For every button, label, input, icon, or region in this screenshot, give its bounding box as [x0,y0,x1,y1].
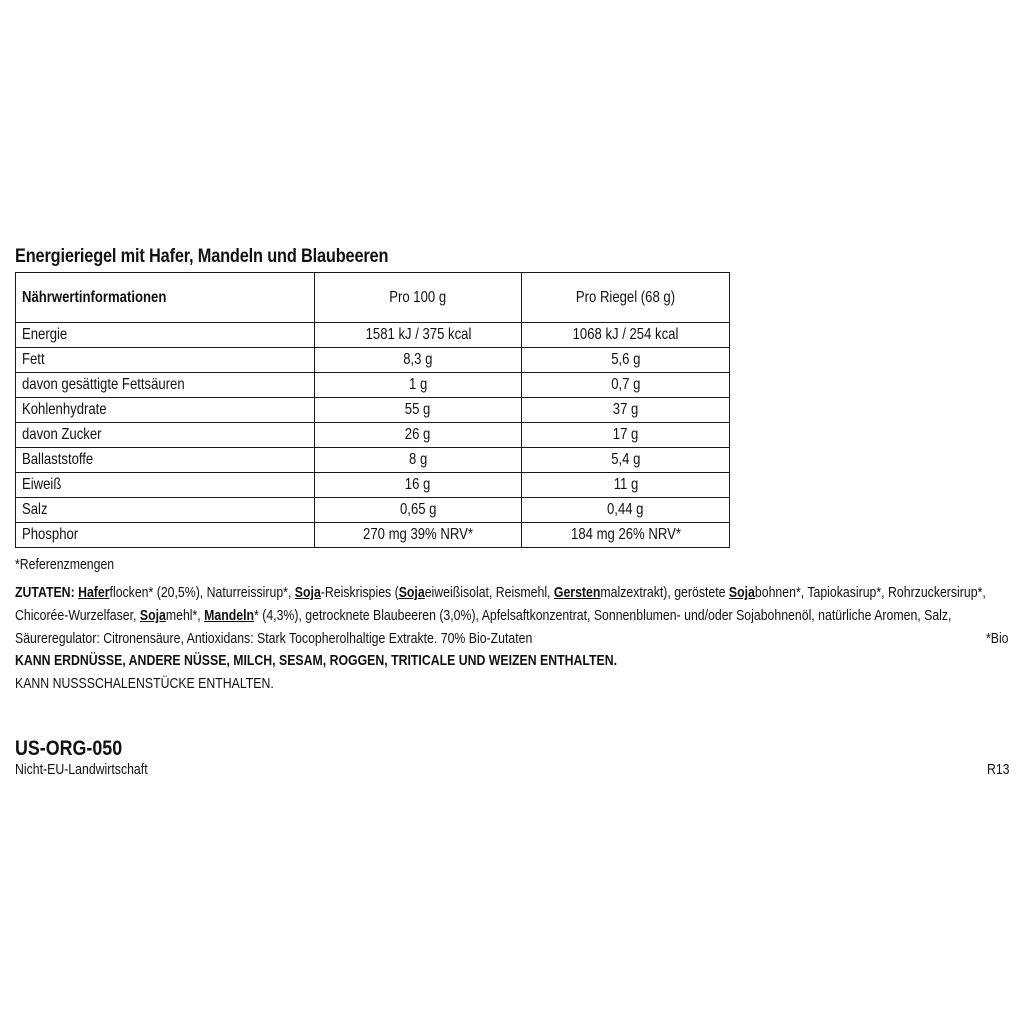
value-per-100g: 1581 kJ / 375 kcal [315,323,522,348]
nutrition-table [15,272,730,548]
ingredients-line-1: ZUTATEN: Haferflocken* (20,5%), Naturreissirup*, Soja-Reiskrispies (Sojaeiweißisolat, Reismehl, Gerstenmalzextrakt), geröstete Sojabohnen*, Tapiokasirup*, Rohrzuckersirup*, [15,584,986,601]
table-row [16,398,730,423]
value-per-bar: 17 g [522,423,730,448]
value-per-100g: 0,65 g [315,498,522,523]
nutrient-label: Ballaststoffe [16,448,315,473]
value-per-bar: 5,4 g [522,448,730,473]
ingredients-block [15,581,1015,650]
value-per-bar: 0,7 g [522,373,730,398]
value-per-bar: 0,44 g [522,498,730,523]
nutrition-rows [16,323,730,548]
reference-code: R13 [987,761,1010,778]
table-row [16,423,730,448]
value-per-100g: 8,3 g [315,348,522,373]
product-title: Energieriegel mit Hafer, Mandeln und Blaubeeren [15,246,389,267]
allergen-warning: KANN ERDNÜSSE, ANDERE NÜSSE, MILCH, SESAM, ROGGEN, TRITICALE UND WEIZEN ENTHALTEN. [15,652,618,669]
organic-code: US-ORG-050 [15,737,123,760]
value-per-bar: 184 mg 26% NRV* [522,523,730,548]
table-row [16,498,730,523]
value-per-100g: 16 g [315,473,522,498]
value-per-100g: 1 g [315,373,522,398]
table-row [16,473,730,498]
table-row [16,373,730,398]
table-row [16,448,730,473]
value-per-100g: 55 g [315,398,522,423]
allergen-soja: Soja [294,584,321,601]
nutrient-label: Eiweiß [16,473,315,498]
nutrient-label: Phosphor [16,523,315,548]
nutrient-label: Fett [16,348,315,373]
table-row [16,348,730,373]
shell-warning: KANN NUSSSCHALENSTÜCKE ENTHALTEN. [15,675,274,692]
table-row [16,323,730,348]
header-nutrition-info: Nährwertinformationen [16,273,315,323]
value-per-bar: 5,6 g [522,348,730,373]
value-per-100g: 26 g [315,423,522,448]
nutrient-label: Kohlenhydrate [16,398,315,423]
reference-note: *Referenzmengen [15,556,115,573]
allergen-mandeln: Mandeln [204,607,255,624]
nutrient-label: davon gesättigte Fettsäuren [16,373,315,398]
allergen-soja: Soja [139,607,166,624]
value-per-100g: 270 mg 39% NRV* [315,523,522,548]
ingredients-label: ZUTATEN: [15,584,75,601]
header-per-bar: Pro Riegel (68 g) [522,273,730,323]
ingredients-line-2: Chicorée-Wurzelfaser, Sojamehl*, Mandeln* (4,3%), getrocknete Blaubeeren (3,0%), Apfelsaftkonzentrat, Sonnenblumen- und/oder Sojabohnenöl, natürliche Aromen, Salz, [15,607,952,624]
table-header-row [16,273,730,323]
nutrient-label: Energie [16,323,315,348]
value-per-100g: 8 g [315,448,522,473]
header-per-100g: Pro 100 g [315,273,522,323]
allergen-soja: Soja [398,584,425,601]
nutrient-label: Salz [16,498,315,523]
table-row [16,523,730,548]
bio-note: *Bio [986,630,1009,647]
value-per-bar: 1068 kJ / 254 kcal [522,323,730,348]
value-per-bar: 37 g [522,398,730,423]
nutrient-label: davon Zucker [16,423,315,448]
allergen-gersten: Gersten [553,584,601,601]
allergen-hafer: Hafer [78,584,110,601]
value-per-bar: 11 g [522,473,730,498]
allergen-soja: Soja [728,584,755,601]
ingredients-line-3: Säureregulator: Citronensäure, Antioxidans: Stark Tocopherolhaltige Extrakte. 70% Bio-Zutaten *Bio [15,627,1015,650]
agriculture-origin: Nicht-EU-Landwirtschaft [15,761,148,778]
